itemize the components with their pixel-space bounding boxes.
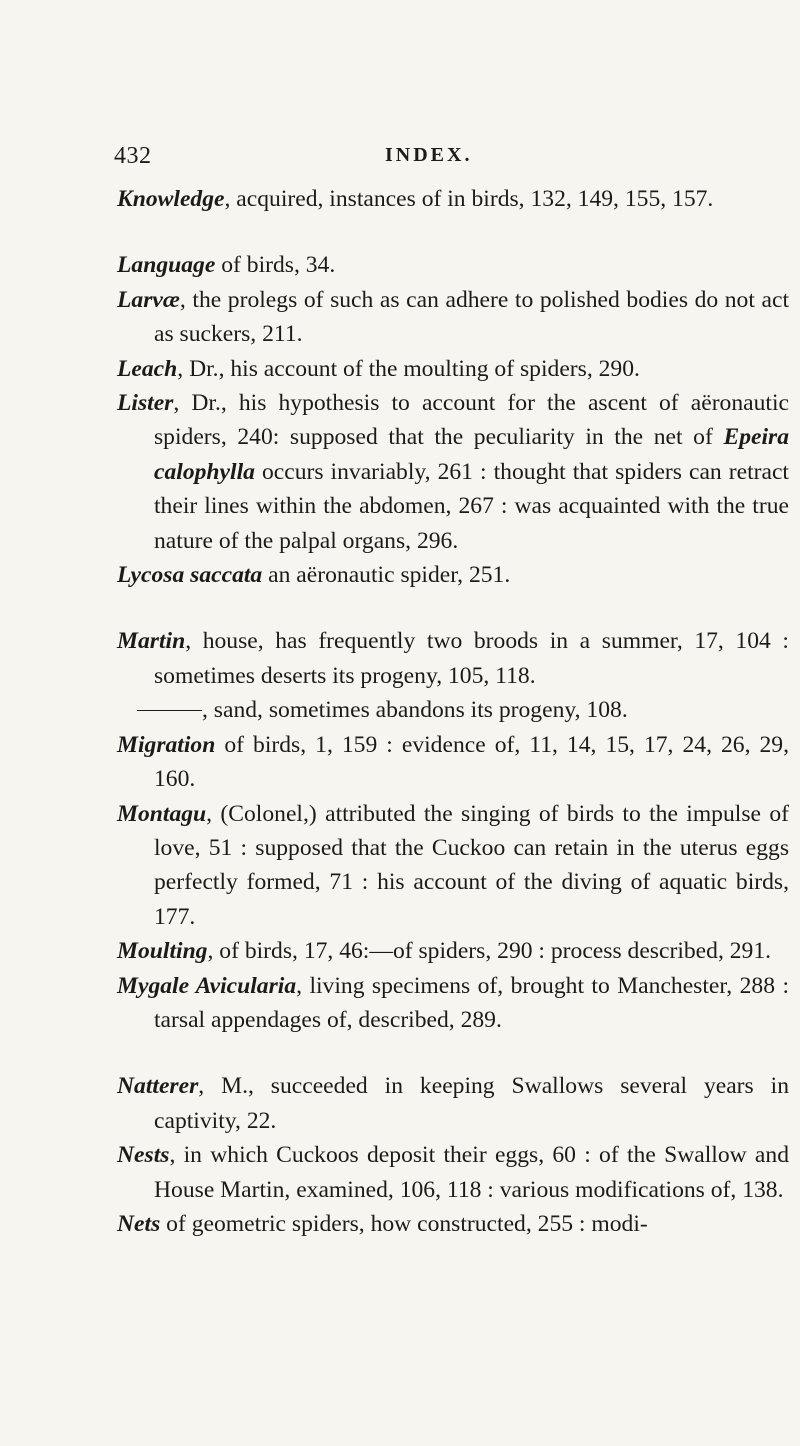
index-column xyxy=(117,182,789,1241)
page-header xyxy=(0,143,800,173)
index-entry-nests xyxy=(117,1138,789,1207)
index-entry-moulting xyxy=(117,934,789,968)
entry-text: , living specimens of, brought to Manchester, 288 : tarsal appendages of, described, 289. xyxy=(154,972,789,1033)
entry-text: of birds, 34. xyxy=(215,252,336,279)
index-entry-nets xyxy=(117,1207,789,1241)
index-entry-lycosa xyxy=(117,558,789,592)
entry-heading: Montagu xyxy=(117,800,207,827)
entry-text: , house, has frequently two broods in a summer, 17, 104 : sometimes deserts its progeny, 105, 118. xyxy=(154,628,789,689)
index-entry-martin xyxy=(117,624,789,693)
entry-text: , acquired, instances of in birds, 132, 149, 155, 157. xyxy=(224,186,714,212)
entry-heading: Knowledge xyxy=(117,186,225,212)
index-entry-natterer xyxy=(117,1069,789,1138)
index-entry-language xyxy=(117,248,789,282)
index-entry-leach xyxy=(117,352,789,386)
entry-text: , Dr., his account of the moulting of spiders, 290. xyxy=(177,355,640,382)
entry-heading: Larvæ xyxy=(117,286,180,313)
entry-heading: Lycosa saccata xyxy=(117,562,263,589)
index-entry-larvae xyxy=(117,283,789,352)
ditto-dash xyxy=(137,710,202,711)
entry-heading: Lister xyxy=(117,390,174,417)
entry-heading: Moulting xyxy=(117,938,208,965)
entry-text: , M., succeeded in keeping Swallows several years in captivity, 22. xyxy=(154,1073,789,1134)
entry-heading: Migration xyxy=(117,731,216,758)
entry-heading: Language xyxy=(117,252,216,279)
entry-text: , sand, sometimes abandons its progeny, 108. xyxy=(202,697,628,724)
entry-heading: Nests xyxy=(117,1142,170,1169)
index-entry-migration xyxy=(117,728,789,797)
running-title: INDEX. xyxy=(385,144,473,166)
entry-text: an aëronautic spider, 251. xyxy=(262,562,511,589)
entry-text: , (Colonel,) attributed the singing of birds to the impulse of love, 51 : supposed that the Cuckoo can retain in the uterus eggs perfectly formed, 71 : his account of the diving of aquatic birds, 177. xyxy=(154,800,789,930)
entry-text: of birds, 1, 159 : evidence of, 11, 14, 15, 17, 24, 26, 29, 160. xyxy=(154,731,789,793)
entry-text-continued: occurs invariably, 261 : thought that spiders can retract their lines within the abdomen, 267 : was acquainted with the true nature of the palpal organs, 296. xyxy=(154,458,789,554)
page-number: 432 xyxy=(114,143,152,169)
entry-heading: Mygale Avicularia xyxy=(117,972,297,999)
entry-heading: Leach xyxy=(117,355,178,382)
species-name: Epeira calophylla xyxy=(154,424,789,485)
entry-heading: Natterer xyxy=(117,1073,199,1100)
entry-text: of geometric spiders, how constructed, 255 : modi- xyxy=(160,1210,648,1237)
index-entry-mygale xyxy=(117,969,789,1038)
index-entry-knowledge xyxy=(117,182,789,216)
entry-heading: Nets xyxy=(117,1210,161,1237)
entry-text: , of birds, 17, 46:—of spiders, 290 : process described, 291. xyxy=(207,938,772,965)
entry-text: , the prolegs of such as can adhere to polished bodies do not act as suckers, 211. xyxy=(154,286,789,348)
index-entry-montagu xyxy=(117,797,789,935)
entry-heading: Martin xyxy=(117,628,186,655)
entry-text: , Dr., his hypothesis to account for the ascent of aëronautic spiders, 240: supposed that the peculiarity in the net of xyxy=(154,390,789,451)
index-entry-lister xyxy=(117,386,789,558)
entry-text: , in which Cuckoos deposit their eggs, 60 : of the Swallow and House Martin, examined, 106, 118 : various modifications of, 138. xyxy=(154,1142,789,1203)
index-entry-martin-sand xyxy=(117,693,789,727)
